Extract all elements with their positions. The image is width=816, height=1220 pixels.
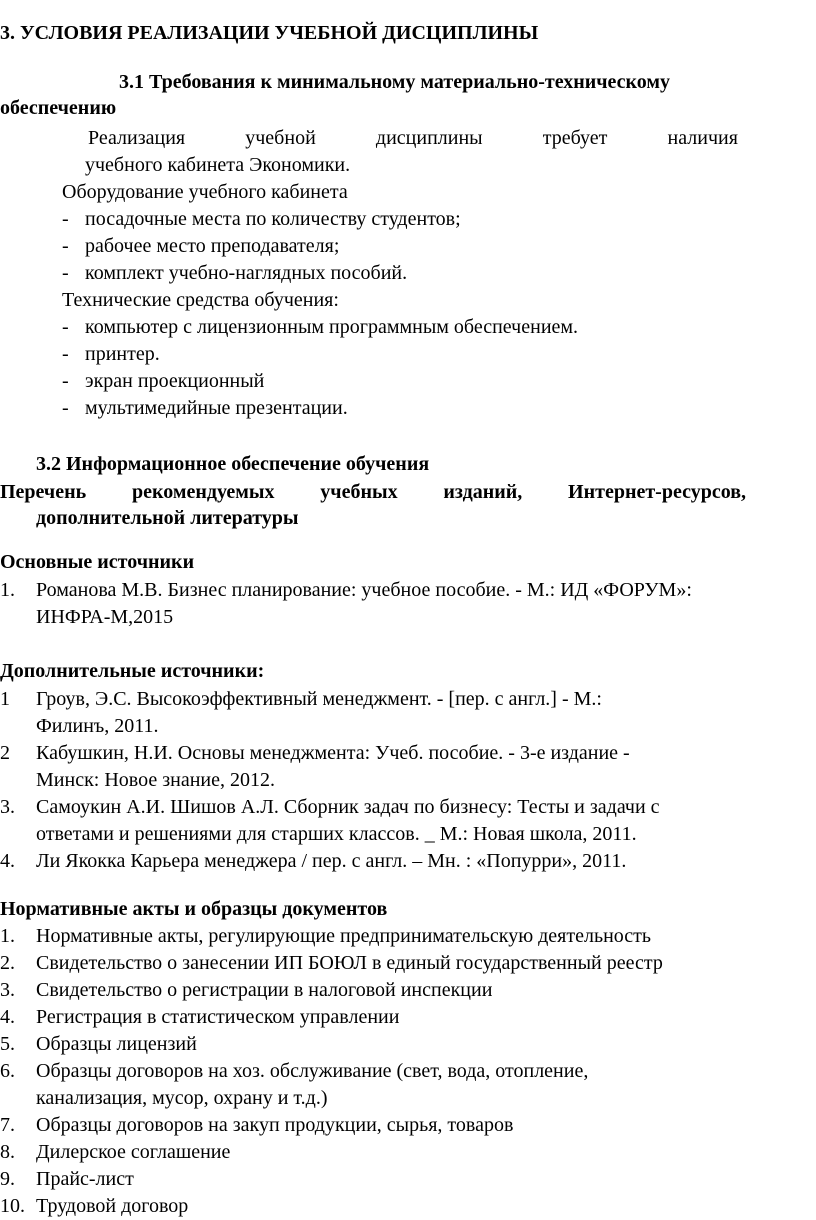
dash-bullet: - [62,397,69,419]
tech-heading: Технические средства обучения: [62,289,339,311]
equipment-item: комплект учебно-наглядных пособий. [85,262,408,284]
equipment-heading: Оборудование учебного кабинета [62,181,348,203]
tech-item: экран проекционный [85,370,265,392]
heading-word: Интернет-ресурсов, [568,481,746,503]
heading-word: рекомендуемых [131,481,275,503]
list-number: 5. [0,1033,15,1055]
list-number: 4. [0,1006,15,1028]
tech-item: мультимедийные презентации. [85,397,348,419]
subsection-3-1-title-line2: обеспечению [0,97,117,119]
dash-bullet: - [62,235,69,257]
subsection-3-1-title-line1: 3.1 Требования к минимальному материально-техническому [119,71,671,93]
recommended-list-heading-line2: дополнительной литературы [36,507,299,529]
doc-item: Дилерское соглашение [36,1141,231,1163]
doc-item: Прайс-лист [36,1168,134,1190]
list-number: 7. [0,1114,15,1136]
heading-word: учебных [320,481,398,503]
source-item-line1: Самоукин А.И. Шишов А.Л. Сборник задач по бизнесу: Тесты и задачи с [36,796,660,818]
intro-word: требует [542,127,608,149]
source-item-line2: Филинъ, 2011. [36,715,159,737]
list-number: 8. [0,1141,15,1163]
source-item-line2: ответами и решениями для старших классов. _ М.: Новая школа, 2011. [36,823,637,845]
doc-item: Трудовой договор [36,1195,189,1217]
tech-item: принтер. [85,343,160,365]
dash-bullet: - [62,208,69,230]
subsection-3-2-title: 3.2 Информационное обеспечение обучения [36,453,430,475]
doc-item: Образцы договоров на закуп продукции, сырья, товаров [36,1114,514,1136]
section-title: 3. УСЛОВИЯ РЕАЛИЗАЦИИ УЧЕБНОЙ ДИСЦИПЛИНЫ [0,22,539,44]
doc-item: Регистрация в статистическом управлении [36,1006,400,1028]
list-number: 2 [0,742,10,764]
equipment-item: рабочее место преподавателя; [85,235,340,257]
dash-bullet: - [62,316,69,338]
source-item-line2: Минск: Новое знание, 2012. [36,769,275,791]
tech-item: компьютер с лицензионным программным обеспечением. [85,316,579,338]
equipment-item: посадочные места по количеству студентов; [85,208,461,230]
doc-item: Свидетельство о регистрации в налоговой инспекции [36,979,493,1001]
source-item-line1: Гроув, Э.С. Высокоэффективный менеджмент. - [пер. с англ.] - М.: [36,688,602,710]
doc-item: Свидетельство о занесении ИП БОЮЛ в единый государственный реестр [36,952,663,974]
list-number: 3. [0,796,15,818]
heading-word: изданий, [443,481,523,503]
list-number: 6. [0,1060,15,1082]
intro-paragraph-line1 [88,125,738,151]
doc-item: Образцы лицензий [36,1033,197,1055]
list-number: 9. [0,1168,15,1190]
normative-docs-heading: Нормативные акты и образцы документов [0,898,388,920]
doc-item: Образцы договоров на хоз. обслуживание (свет, вода, отопление, [36,1060,589,1082]
main-sources-heading: Основные источники [0,551,195,573]
heading-word: Перечень [0,481,87,503]
intro-paragraph-line2: учебного кабинета Экономики. [85,154,351,176]
list-number: 1. [0,925,15,947]
list-number: 1. [0,579,15,601]
list-number: 2. [0,952,15,974]
extra-sources-heading: Дополнительные источники: [0,660,265,682]
doc-item-line2: канализация, мусор, охрану и т.д.) [36,1087,328,1109]
list-number: 3. [0,979,15,1001]
dash-bullet: - [62,343,69,365]
source-item-line1: Ли Якокка Карьера менеджера / пер. с англ. – Мн. : «Попурри», 2011. [36,850,627,872]
list-number: 4. [0,850,15,872]
intro-word: учебной [245,127,316,149]
dash-bullet: - [62,262,69,284]
source-item-line1: Кабушкин, Н.И. Основы менеджмента: Учеб. пособие. - 3-е издание - [36,742,630,764]
source-item-line2: ИНФРА-М,2015 [36,606,174,628]
intro-word: дисциплины [375,127,483,149]
intro-word: наличия [667,127,738,149]
list-number: 10. [0,1195,25,1217]
recommended-list-heading-line1 [0,479,746,505]
dash-bullet: - [62,370,69,392]
list-number: 1 [0,688,10,710]
intro-word: Реализация [88,127,186,149]
doc-item: Нормативные акты, регулирующие предпринимательскую деятельность [36,925,652,947]
source-item-line1: Романова М.В. Бизнес планирование: учебное пособие. - М.: ИД «ФОРУМ»: [36,579,692,601]
